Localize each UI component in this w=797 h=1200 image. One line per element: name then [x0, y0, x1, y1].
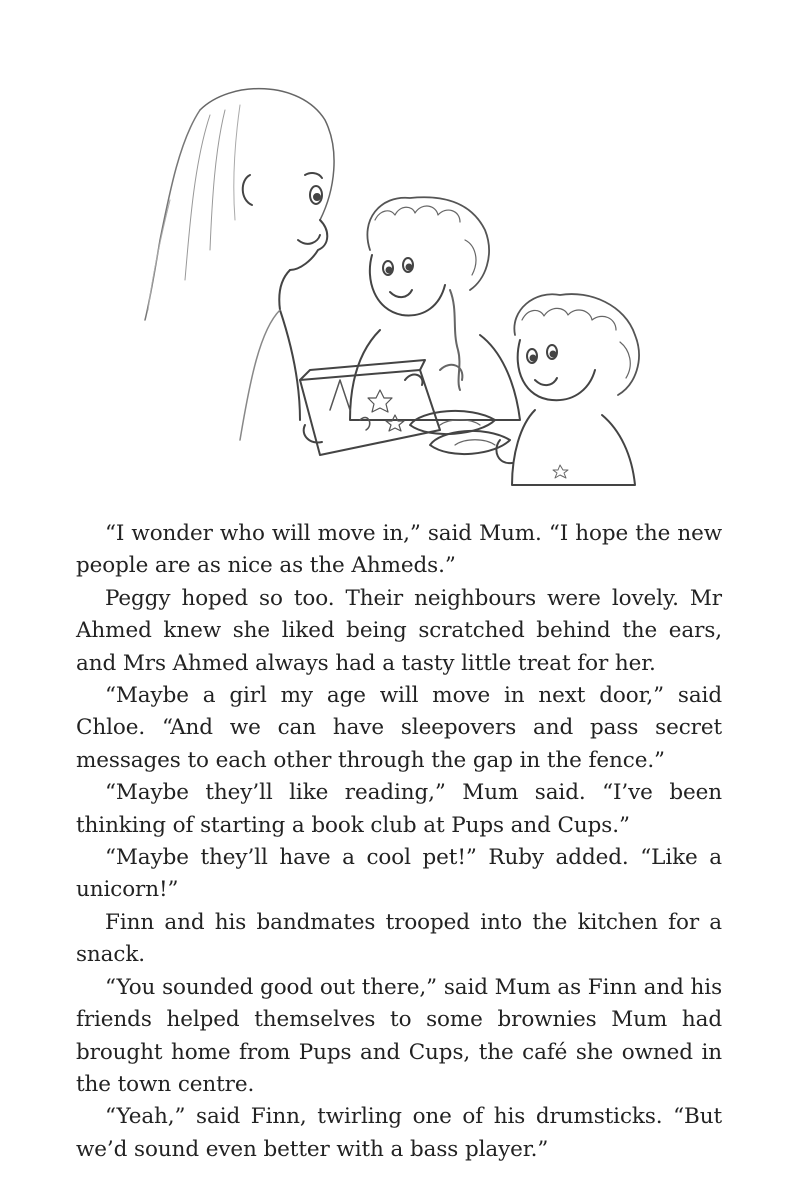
paragraph: “Maybe they’ll have a cool pet!” Ruby added. “Like a unicorn!”	[76, 845, 722, 903]
paragraph: Peggy hoped so too. Their neighbours were lovely. Mr Ahmed knew she liked being scratched behind the ears, and Mrs Ahmed always had a tasty little treat for her.	[76, 585, 722, 676]
paragraph: “I wonder who will move in,” said Mum. “I hope the new people are as nice as the Ahmeds.”	[76, 521, 722, 579]
paragraph: “Maybe they’ll like reading,” Mum said. “I’ve been thinking of starting a book club at Pups and Cups.”	[76, 780, 722, 838]
paragraph: “Yeah,” said Finn, twirling one of his drumsticks. “But we’d sound even better with a bass player.”	[76, 1104, 722, 1162]
paragraph: “Maybe a girl my age will move in next door,” said Chloe. “And we can have sleepovers and pass secret messages to each other through the gap in the fence.”	[76, 683, 722, 773]
family-illustration	[140, 80, 660, 490]
family-illustration-icon	[140, 80, 660, 490]
paragraph: Finn and his bandmates trooped into the kitchen for a snack.	[76, 909, 722, 968]
paragraph: “You sounded good out there,” said Mum as Finn and his friends helped themselves to some brownies Mum had brought home from Pups and Cups, the café she owned in the town centre.	[76, 974, 722, 1097]
story-text	[76, 518, 722, 1166]
